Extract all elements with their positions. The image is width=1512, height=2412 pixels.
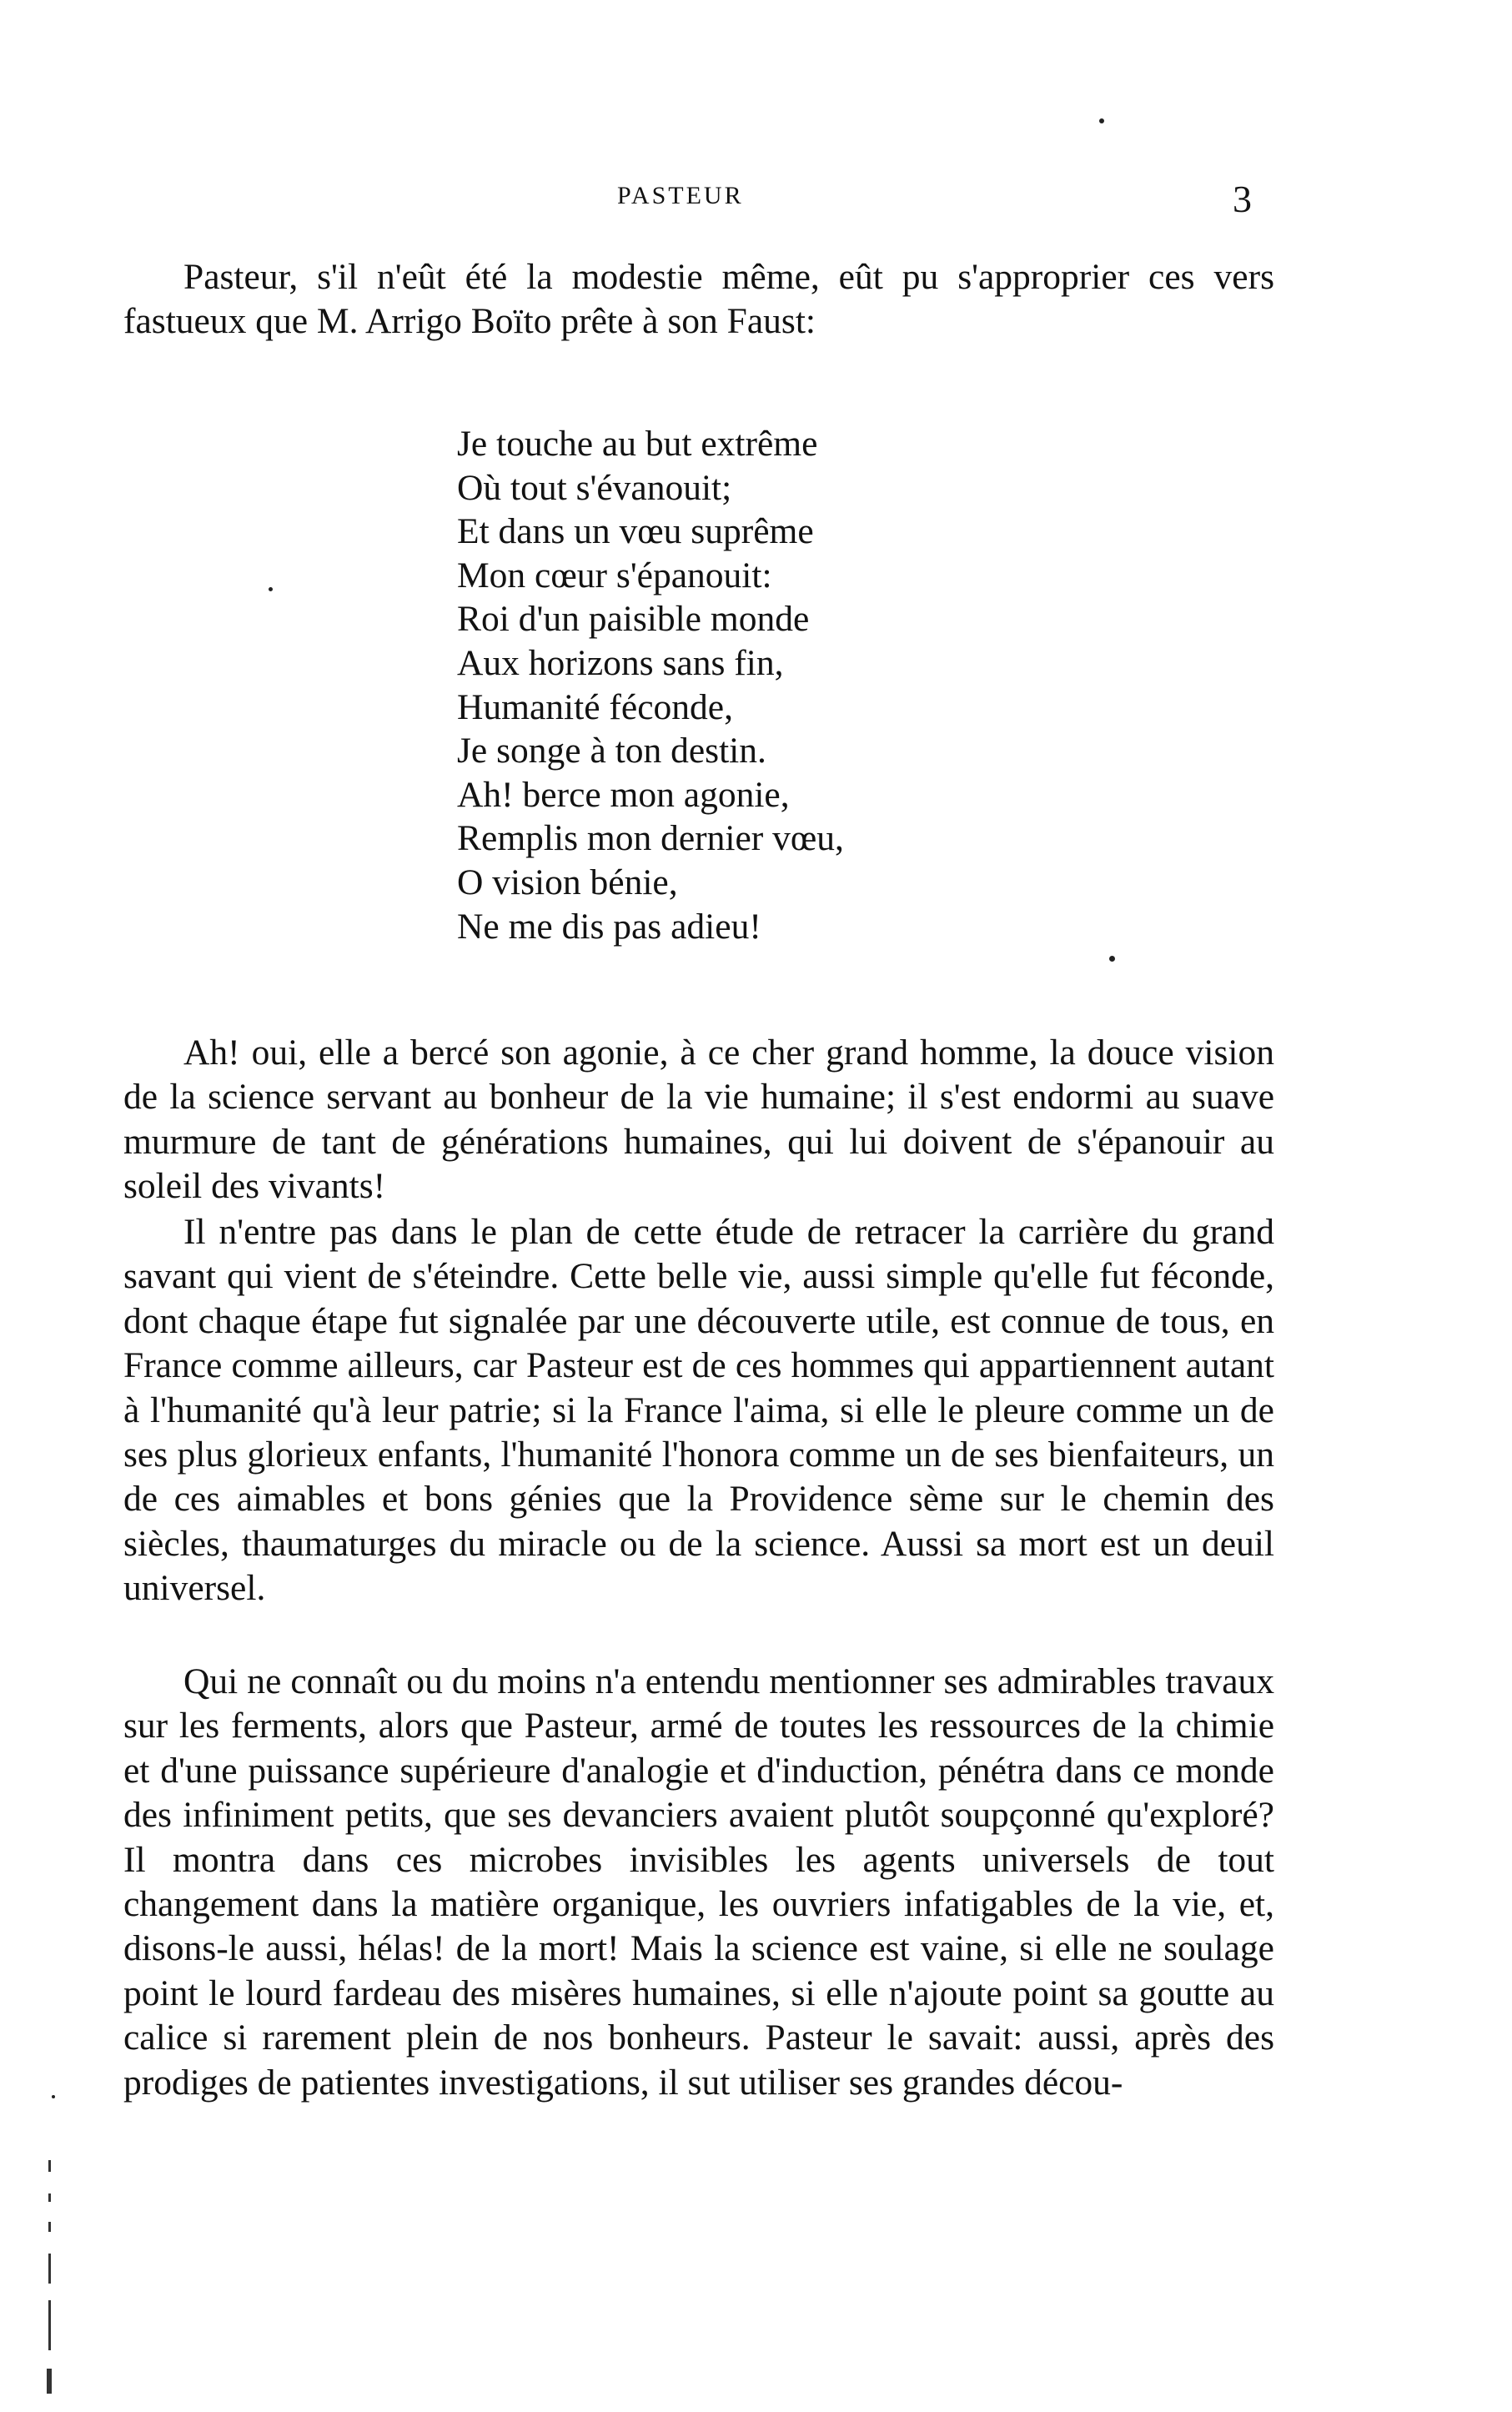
verse-line: Remplis mon dernier vœu, bbox=[457, 818, 844, 859]
verse-quotation bbox=[457, 422, 1041, 948]
verse-line: Aux horizons sans fin, bbox=[457, 642, 784, 683]
verse-line: Et dans un vœu suprême bbox=[457, 511, 814, 552]
intro-paragraph: Pasteur, s'il n'eût été la modestie même, eût pu s'approprier ces vers fastueux que M. Arrigo Boïto prête à son Faust: bbox=[123, 257, 1274, 342]
scan-speck bbox=[269, 587, 273, 591]
running-head bbox=[0, 177, 1512, 227]
verse-line: Où tout s'évanouit; bbox=[457, 467, 732, 508]
verse-line: Je touche au but extrême bbox=[457, 424, 818, 464]
paragraph: Il n'entre pas dans le plan de cette étude de retracer la carrière du grand savant qui vient de s'éteindre. Cette belle vie, aussi simple qu'elle fut féconde, dont chaque étape fut signalée par une découverte utile, est connue de tous, en France comme ailleurs, car Pasteur est de ces hommes qui appartiennent autant à l'humanité qu'à leur patrie; si la France l'aima, si elle le pleure comme un de ses plus glorieux enfants, l'humanité l'honora comme un de ses bienfaiteurs, un de ces aimables et bons génies que la Providence sème sur le chemin des siècles, thaumaturges du miracle ou de la science. Aussi sa mort est un deuil universel. bbox=[123, 1212, 1274, 1609]
page-number: 3 bbox=[1233, 178, 1252, 220]
scan-speck bbox=[1099, 118, 1104, 123]
margin-scan-marks bbox=[43, 2160, 60, 2412]
verse-line: Ah! berce mon agonie, bbox=[457, 774, 790, 815]
paragraph: Qui ne connaît ou du moins n'a entendu mentionner ses admirables travaux sur les ferments, alors que Pasteur, armé de toutes les ressources de la chimie et d'une puissance supérieure d'analogie et d'induction, pénétra dans ce monde des infiniment petits, que ses devanciers avaient plutôt soupçonné qu'exploré? Il montra dans ces microbes invisibles les agents universels de tout changement dans la matière organique, les ouvriers infatigables de la vie, et, disons-le aussi, hélas! de la mort! Mais la science est vaine, si elle ne soulage point le lourd fardeau des misères humaines, si elle n'ajoute point sa goutte au calice si rarement plein de nos bonheurs. Pasteur le savait: aussi, après des prodiges de patientes investigations, il sut utiliser ses grandes décou- bbox=[123, 1661, 1274, 2103]
verse-line: O vision bénie, bbox=[457, 862, 678, 902]
verse-line: Mon cœur s'épanouit: bbox=[457, 555, 772, 595]
verse-line: Ne me dis pas adieu! bbox=[457, 906, 761, 947]
running-title: PASTEUR bbox=[617, 182, 744, 209]
paragraph: Ah! oui, elle a bercé son agonie, à ce cher grand homme, la douce vision de la science servant au bonheur de la vie humaine; il s'est endormi au suave murmure de tant de générations humaines, qui lui doivent de s'épanouir au soleil des vivants! bbox=[123, 1033, 1274, 1207]
scan-speck bbox=[1109, 956, 1115, 962]
scan-speck bbox=[52, 2095, 55, 2098]
verse-line: Roi d'un paisible monde bbox=[457, 599, 810, 640]
verse-line: Humanité féconde, bbox=[457, 686, 733, 727]
verse-line: Je songe à ton destin. bbox=[457, 731, 766, 771]
